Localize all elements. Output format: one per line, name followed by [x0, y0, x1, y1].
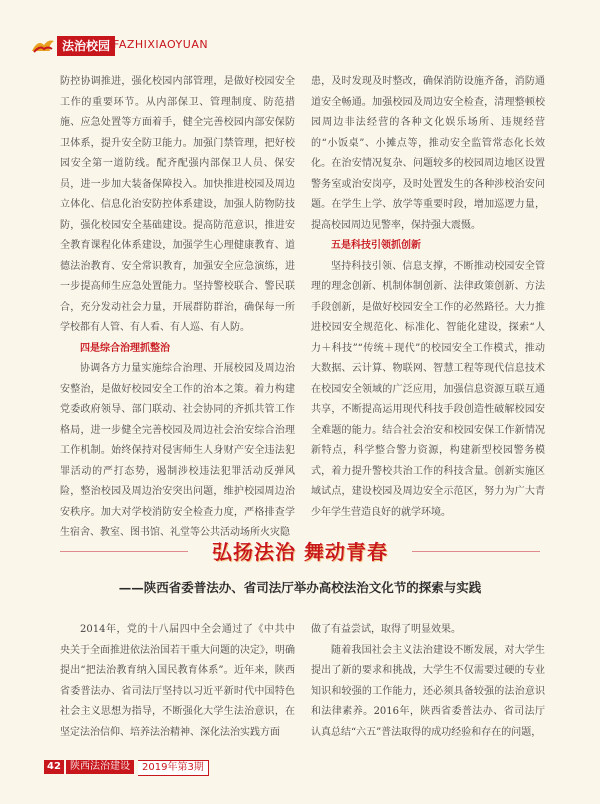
article-right-column	[311, 620, 545, 743]
article-paragraph-2: 随着我国社会主义法治建设不断发展，对大学生提出了新的要求和挑战，大学生不仅需要过硬的专业知识和较强的工作能力，还必须具备较强的法治意识和法律素养。2016年，陕西省委普法办、省司法厅认真总结“六五”普法取得的成功经验和存在的问题，	[311, 644, 545, 738]
article-subtitle: ——陕西省委普法办、省司法厅举办高校法治文化节的探索与实践	[118, 580, 482, 595]
section-4-title: 四是综合治理抓整治	[80, 342, 170, 354]
right-paragraph-2: 坚持科技引领、信息支撑，不断推动校园安全管理的理念创新、机制体制创新、法律政策创新、方法手段创新，是做好校园安全工作的必然路径。大力推进校园安全规范化、标准化、智能化建设，探索“人力＋科技”“传统＋现代”的校园安全工作模式，推动大数据、云计算、物联网、智慧工程等现代信息技术在校园安全领域的广泛应用，加强信息资源互联互通共享，不断提高运用现代科技手段创造性破解校园安全难题的能力。结合社会治安和校园安保工作新情况新特点，科学整合警力资源，构建新型校园警务模式，着力提升警校共治工作的科技含量。创新实施区域试点，建设校园及周边安全示范区，努力为广大青少年学生营造良好的就学环境。	[311, 260, 545, 518]
article-title: 弘扬法治 舞动青春	[188, 538, 412, 566]
page-header	[0, 0, 600, 60]
section-5-title: 五是科技引领抓创新	[331, 240, 421, 251]
section-logo-pinyin: FAZHIXIAOYUAN	[113, 38, 209, 51]
article-left-column	[60, 620, 295, 743]
right-column	[311, 72, 545, 523]
logo-flame-icon	[30, 37, 56, 55]
article-paragraph-1: 2014年，党的十八届四中全会通过了《中共中央关于全面推进依法治国若干重大问题的决定》，明确提出“把法治教育纳入国民教育体系”。近年来，陕西省委普法办、省司法厅坚持以习近平新时代中国特色社会主义思想为指导，不断强化大学生法治意识，在坚定法治信仰、培养法治精神、深化法治实践方面	[60, 624, 295, 738]
page-number: 42	[44, 760, 64, 774]
footer-magazine-name: 陕西法治建设	[66, 760, 134, 774]
right-paragraph-1: 患，及时发现及时整改，确保消防设施齐备，消防通道安全畅通。加强校园及周边安全检查，清理整顿校园周边非法经营的各种文化娱乐场所、违规经营的“小饭桌”、小摊点等，推动安全监管常态化长效化。在治安情况复杂、问题较多的校园周边地区设置警务室或治安岗亭，及时处置发生的各种涉校治安问题。在学生上学、放学等重要时段，增加巡逻力量，提高校园周边见警率，保持强大震慑。	[311, 76, 545, 231]
left-paragraph-2: 协调各方力量实施综合治理、开展校园及周边治安整治，是做好校园安全工作的治本之策。着力构建党委政府领导、部门联动、社会协同的齐抓共管工作格局，进一步健全完善校园及周边社会治安综合治理工作机制。始终保持对侵害师生人身财产安全违法犯罪活动的严打态势，遏制涉校违法犯罪活动反弹风险，整治校园及周边治安突出问题，维护校园周边治安秩序。加大对学校消防安全检查力度，严格排查学生宿舍、教室、图书馆、礼堂等公共活动场所火灾隐	[60, 363, 295, 538]
footer-issue: 2019年第3期	[138, 760, 209, 776]
left-column	[60, 72, 295, 544]
article-paragraph-1-cont: 做了有益尝试，取得了明显效果。	[311, 624, 461, 635]
section-logo-label: 法治校园	[57, 36, 115, 56]
left-paragraph-1: 防控协调推进，强化校园内部管理，是做好校园安全工作的重要环节。从内部保卫、管理制度、防范措施、应急处置等方面着手，健全完善校园内部安保防卫体系，提升安全防卫能力。加强门禁管理，把好校园安全第一道防线。配齐配强内部保卫人员、保安员，进一步加大装备保障投入。加快推进校园及周边立体化、信息化治安防控体系建设，加强人防物防技防，强化校园安全基础建设。提高防范意识，推进安全教育课程化体系建设，加强学生心理健康教育、道德法治教育、安全常识教育，加强安全应急演练，进一步提高师生应急处置能力。坚持警校联合、警民联合，充分发动社会力量，开展群防群治，确保每一所学校都有人管、有人看、有人巡、有人防。	[60, 76, 295, 333]
